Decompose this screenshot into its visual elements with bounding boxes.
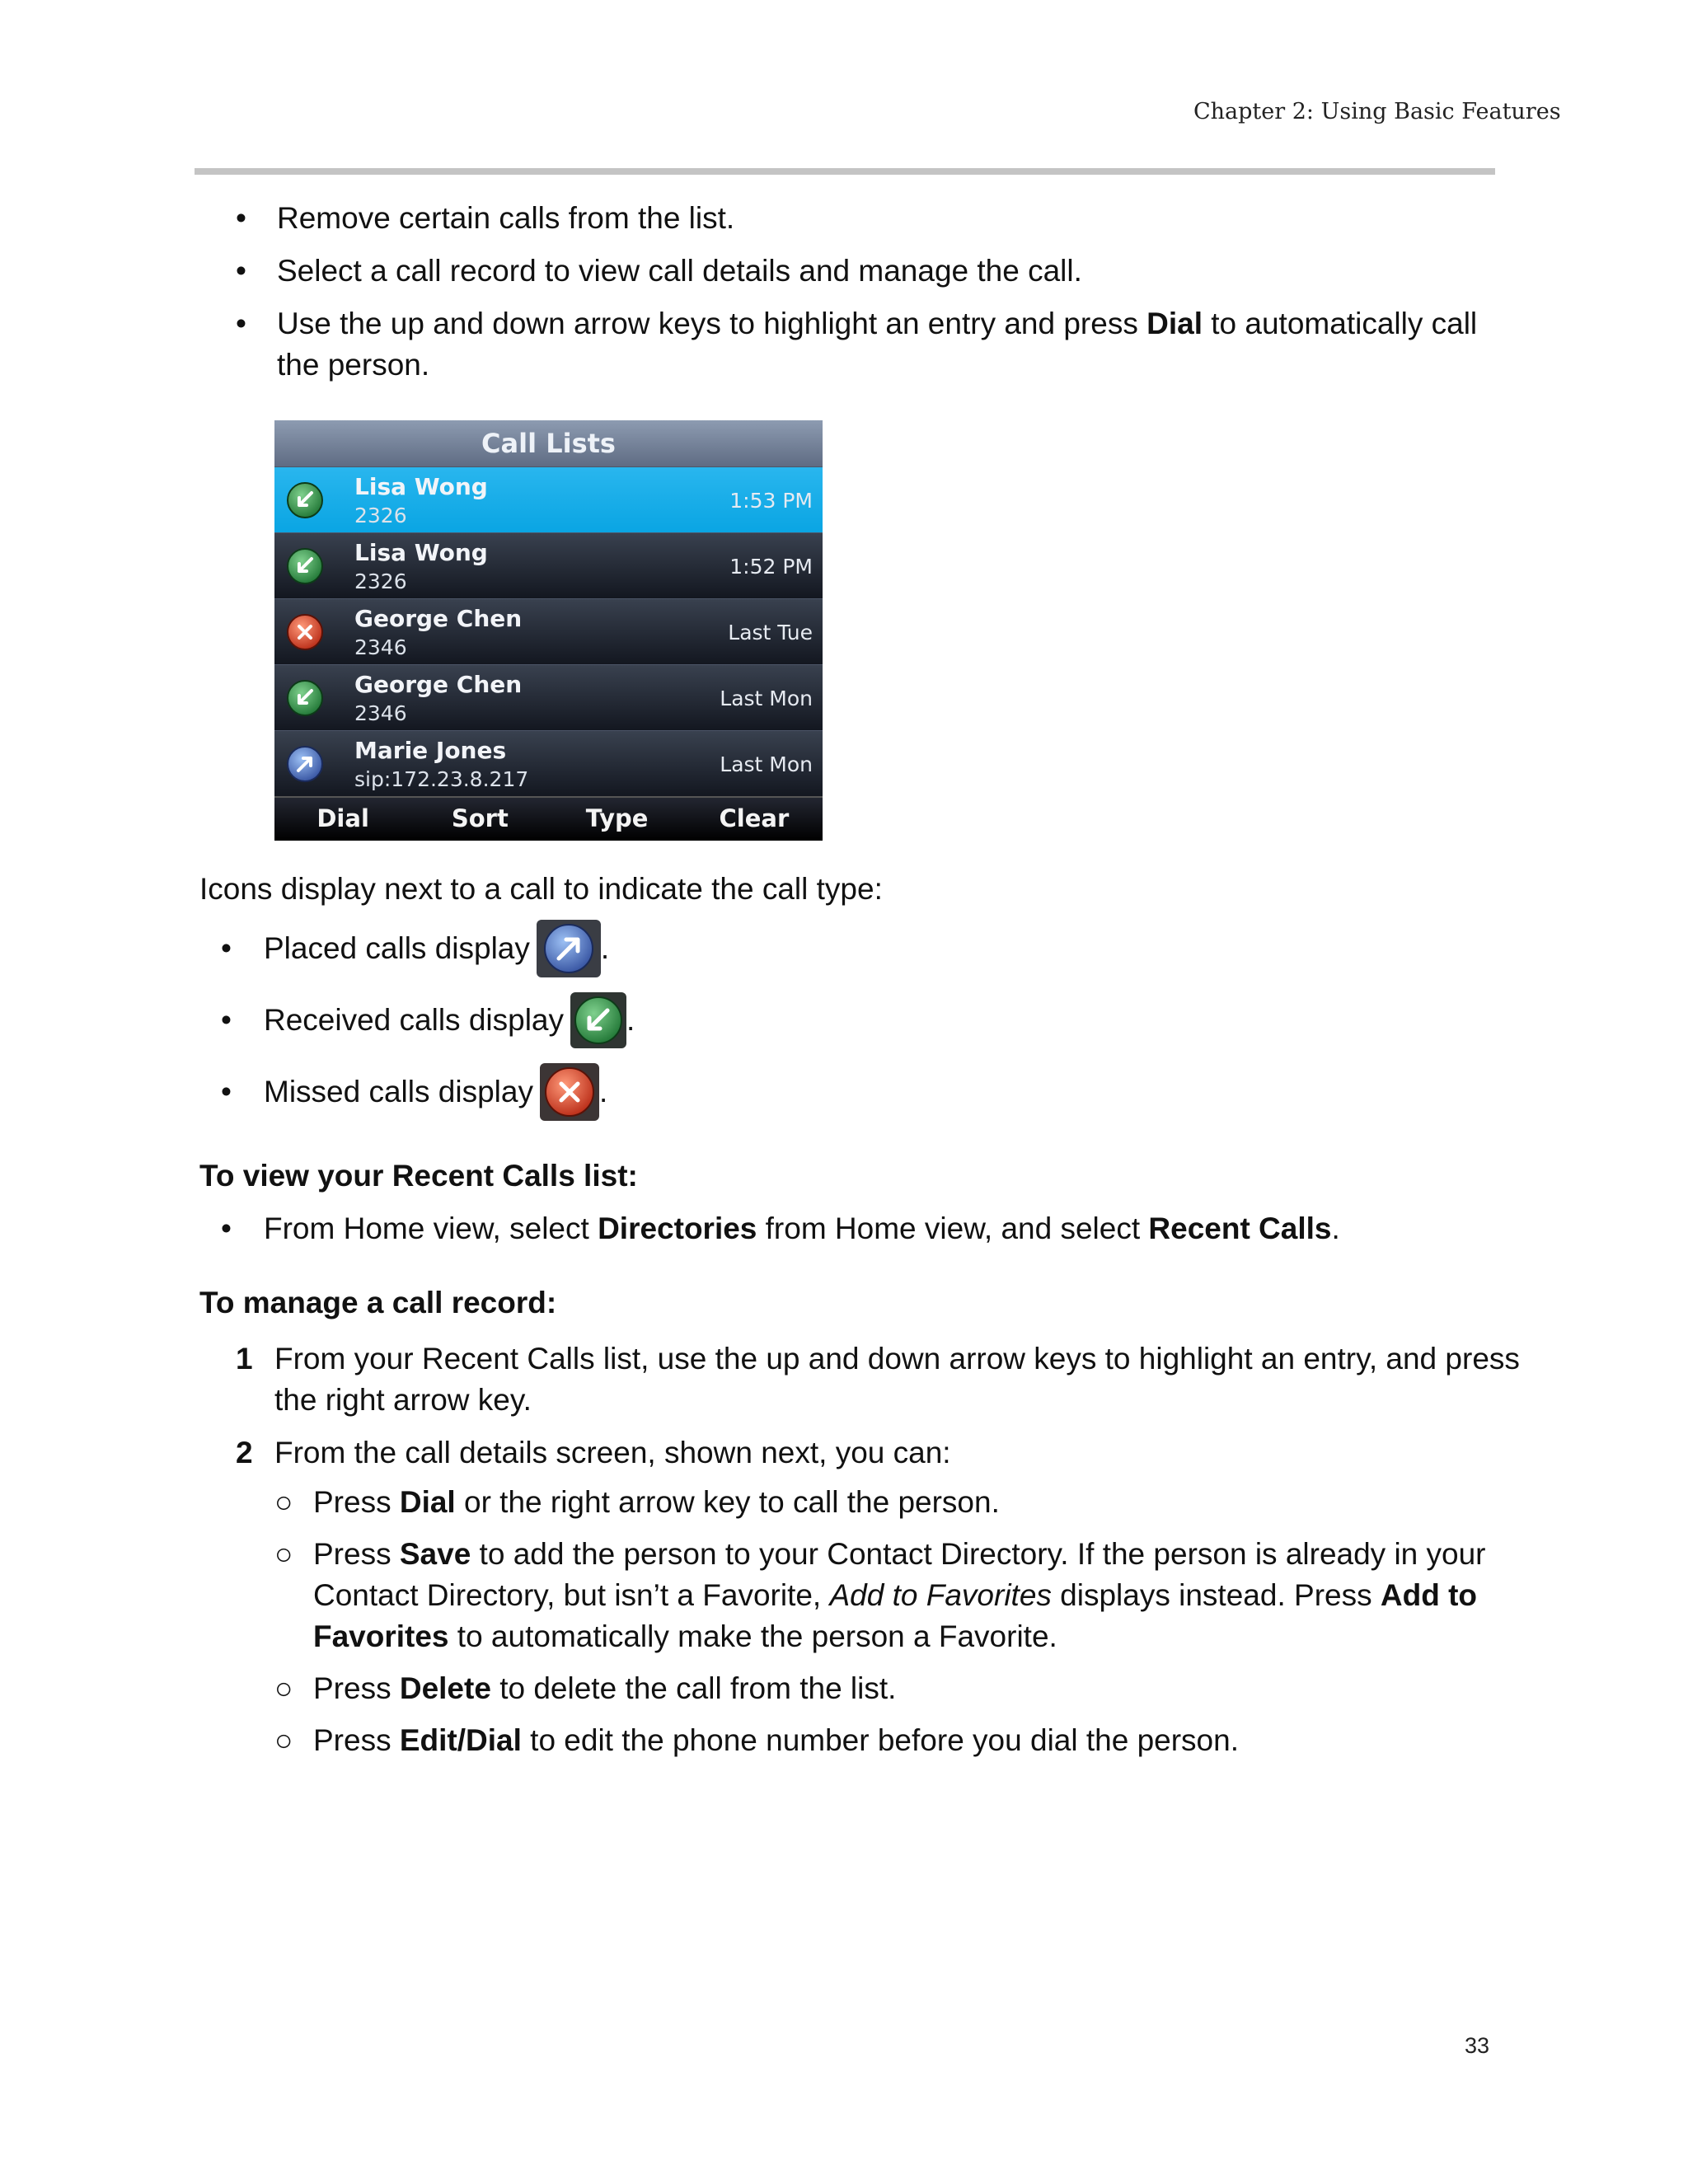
section-heading-manage: To manage a call record: bbox=[199, 1286, 557, 1319]
bullet-dot: • bbox=[236, 306, 246, 340]
placed-call-icon bbox=[286, 745, 324, 783]
caller-name: George Chen bbox=[354, 605, 523, 632]
call-lists-screenshot bbox=[274, 420, 823, 832]
dial-softkey[interactable]: Dial bbox=[316, 804, 369, 832]
sub-option: ○ Press Edit/Dial to edit the phone number before you dial the person. bbox=[274, 1720, 1522, 1761]
bullet-dot: • bbox=[236, 201, 246, 235]
bullet-dot: • bbox=[221, 931, 232, 966]
bullet-dot: • bbox=[221, 1003, 232, 1038]
intro-bullet-list bbox=[236, 198, 1522, 397]
section-heading-view: To view your Recent Calls list: bbox=[199, 1159, 638, 1193]
sort-softkey[interactable]: Sort bbox=[451, 804, 509, 832]
received-call-icon bbox=[286, 547, 324, 585]
circle-bullet-icon: ○ bbox=[274, 1671, 293, 1705]
caller-name: Lisa Wong bbox=[354, 539, 488, 566]
running-head: Chapter 2: Using Basic Features bbox=[1193, 99, 1561, 124]
page-number: 33 bbox=[1465, 2033, 1490, 2058]
sub-option: ○ Press Delete to delete the call from the list. bbox=[274, 1668, 1522, 1709]
call-list-row[interactable] bbox=[274, 664, 823, 730]
circle-bullet-icon: ○ bbox=[274, 1484, 293, 1519]
bullet-item: • Remove certain calls from the list. bbox=[236, 198, 1522, 239]
call-time: 1:53 PM bbox=[729, 489, 813, 513]
call-time: Last Mon bbox=[720, 687, 813, 710]
placed-call-icon bbox=[537, 920, 601, 977]
icon-legend-item: • Placed calls display . bbox=[221, 920, 609, 977]
call-list-row[interactable] bbox=[274, 598, 823, 664]
caller-number: 2326 bbox=[354, 569, 407, 593]
bullet-dot: • bbox=[236, 253, 246, 288]
bullet-dot: • bbox=[221, 1075, 232, 1109]
received-call-icon bbox=[286, 679, 324, 717]
caller-name: Lisa Wong bbox=[354, 473, 488, 500]
softkey-bar bbox=[274, 796, 823, 841]
step-item: 2 From the call details screen, shown next, you can: ○ Press Dial or the right arrow key to call the person. ○ Press Save to add the person to your Contact Directory. If the person is already in your Contact Directory, but isn’t a Favorite, Add to Favorites displays instead. Press Add to Favorites to automatically make the person a Favorite. ○ Press Delete to delete the call from the list. ○ Press Edit/Dial to edit the phone number before you dial the person. bbox=[236, 1432, 1522, 1761]
call-list-row[interactable] bbox=[274, 730, 823, 796]
clear-softkey[interactable]: Clear bbox=[719, 804, 790, 832]
missed-call-icon bbox=[540, 1063, 599, 1121]
step-item: 1 From your Recent Calls list, use the up and down arrow keys to highlight an entry, and press the right arrow key. bbox=[236, 1342, 1520, 1417]
call-time: 1:52 PM bbox=[729, 555, 813, 579]
bullet-item: • From Home view, select Directories from Home view, and select Recent Calls. bbox=[221, 1208, 1340, 1249]
call-time: Last Mon bbox=[720, 752, 813, 776]
call-lists-title: Call Lists bbox=[274, 420, 823, 466]
icon-legend-item: • Missed calls display . bbox=[221, 1063, 607, 1121]
received-call-icon bbox=[570, 992, 626, 1048]
caller-name: Marie Jones bbox=[354, 737, 507, 764]
missed-call-icon bbox=[286, 613, 324, 651]
sub-option: ○ Press Dial or the right arrow key to call the person. bbox=[274, 1482, 1522, 1523]
sub-option: ○ Press Save to add the person to your Contact Directory. If the person is already in your Contact Directory, but isn’t a Favorite, Add to Favorites displays instead. Press Add to Favorites to automatically make the person a Favorite. bbox=[274, 1534, 1522, 1657]
caller-number: 2326 bbox=[354, 504, 407, 527]
sub-option-list bbox=[274, 1482, 1522, 1761]
caller-number: sip:172.23.8.217 bbox=[354, 767, 529, 791]
call-list-row[interactable] bbox=[274, 466, 823, 532]
type-softkey[interactable]: Type bbox=[585, 804, 649, 832]
bullet-dot: • bbox=[221, 1212, 232, 1245]
call-list-row[interactable] bbox=[274, 532, 823, 598]
call-time: Last Tue bbox=[728, 621, 813, 644]
bullet-item: • Select a call record to view call details and manage the call. bbox=[236, 251, 1522, 292]
caller-number: 2346 bbox=[354, 635, 407, 659]
circle-bullet-icon: ○ bbox=[274, 1722, 293, 1757]
caller-name: George Chen bbox=[354, 671, 523, 698]
received-call-icon bbox=[286, 481, 324, 519]
bullet-item: • Use the up and down arrow keys to highlight an entry and press Dial to automatically call the person. bbox=[236, 303, 1522, 386]
circle-bullet-icon: ○ bbox=[274, 1536, 293, 1571]
header-rule bbox=[195, 168, 1495, 175]
manage-steps bbox=[236, 1338, 1522, 1772]
icons-intro: Icons display next to a call to indicate the call type: bbox=[199, 872, 883, 906]
icon-legend-item: • Received calls display . bbox=[221, 992, 635, 1048]
caller-number: 2346 bbox=[354, 701, 407, 725]
